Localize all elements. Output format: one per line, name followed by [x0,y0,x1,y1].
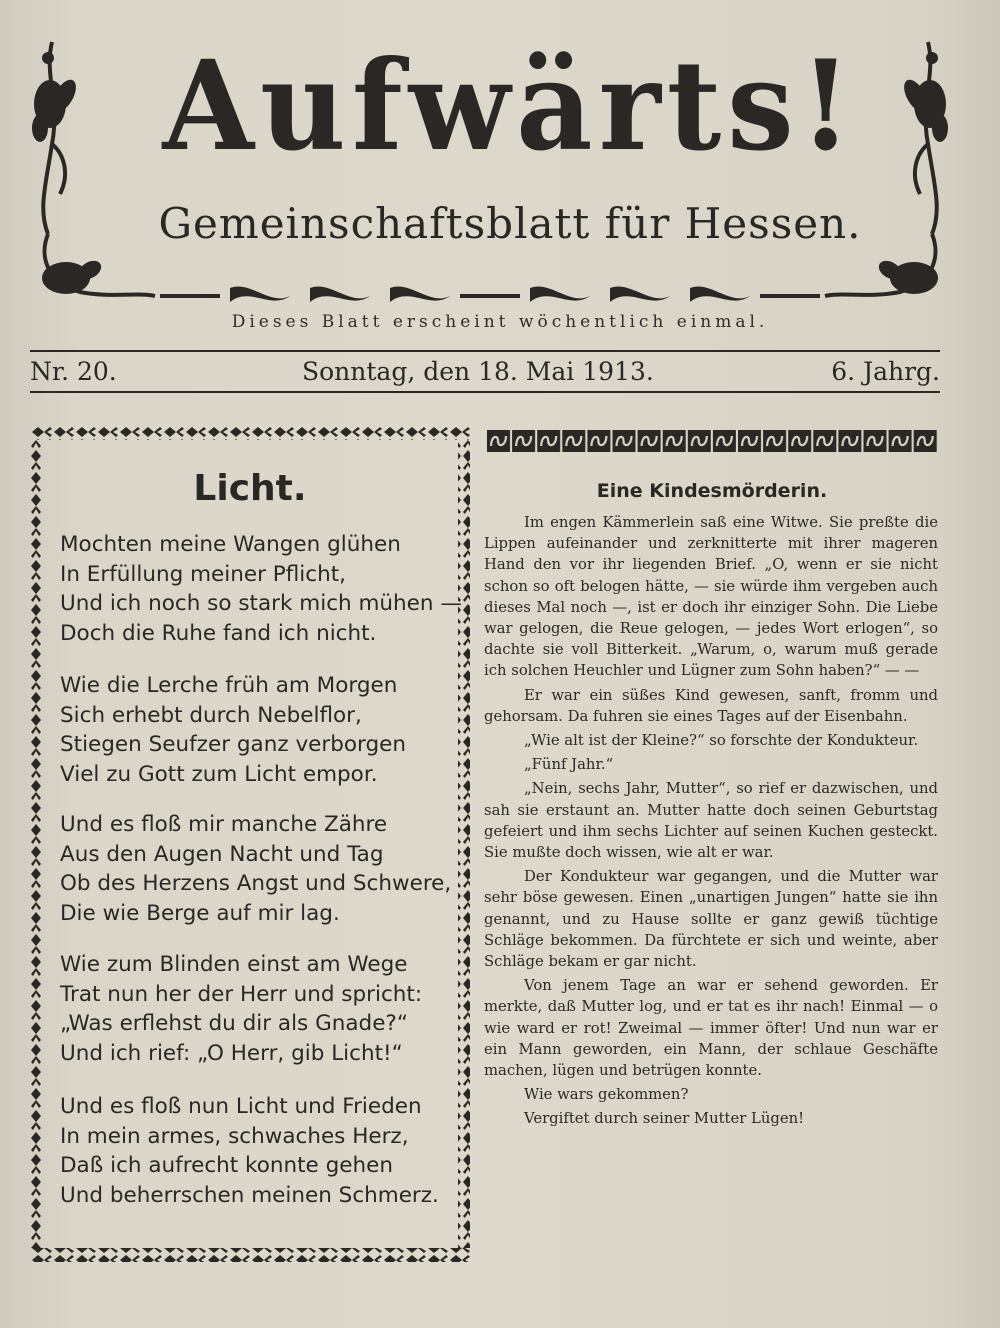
poem-line: Wie die Lerche früh am Morgen [60,673,398,698]
poem-box [30,426,470,1262]
poem-stanza [60,810,465,928]
article-paragraph: Der Kondukteur war gegangen, und die Mutter war sehr böse gewesen. Einen „unartigen Jungen“ hatte sie ihn genannt, und zu Hause sollte er ganz gewiß tüchtige Schläge bekommen. Da fürchtete er sich und weinte, aber Schläge bekam er gar nicht. [484,868,938,971]
poem-stanza [60,1092,465,1210]
poem-line: Die wie Berge auf mir lag. [60,900,340,926]
masthead-title: Aufwärts! [162,32,858,179]
issue-number: Nr. 20. [30,357,117,386]
issue-date: Sonntag, den 18. Mai 1913. [302,357,654,386]
poem-line: Ob des Herzens Angst und Schwere, [60,871,452,896]
article-body [484,512,938,1133]
ornamental-band-icon [486,428,938,454]
article-paragraph: Im engen Kämmerlein saß eine Witwe. Sie preßte die Lippen aufeinander und zerknitterte mit ihrer mageren Hand den vor ihr liegenden Brief. „O, wenn er sie nicht schon so oft belogen hätte, — sie würde ihm vergeben auch dieses Mal noch —, ist er doch ihr einziger Sohn. Die Liebe war gelogen, die Reue gelogen, — jedes Wort erlogen“, so dachte sie voll Bitterkeit. „Warum, o, warum muß gerade ich solchen Heuchler und Lügner zum Sohn haben?“ — — [484,514,938,680]
masthead-subtitle: Gemeinschaftsblatt für Hessen. [158,199,862,248]
poem-title: Licht. [193,468,307,509]
publication-notice: Dieses Blatt erscheint wöchentlich einmal. [231,312,769,332]
article-paragraph: Er war ein süßes Kind gewesen, sanft, fromm und gehorsam. Da fuhren sie eines Tages auf der Eisenbahn. [484,686,938,725]
article-paragraph: „Nein, sechs Jahr, Mutter“, so rief er dazwischen, und sah sie erstaunt an. Mutter hatte doch seinen Geburtstag gefeiert und ihm sechs Lichter auf seinen Kuchen gesteckt. Sie mußte doch wissen, wie alt er war. [484,780,938,862]
bottom-rule [30,391,940,393]
poem-line: Sich erhebt durch Nebelflor, [60,702,362,728]
poem-line: Wie zum Blinden einst am Wege [60,952,408,977]
article-paragraph: „Fünf Jahr.“ [524,756,614,774]
poem-line: Mochten meine Wangen glühen [60,532,401,557]
article-paragraph: Vergiftet durch seiner Mutter Lügen! [524,1110,805,1128]
poem-line: Und beherrschen meinen Schmerz. [60,1182,439,1208]
article-title: Eine Kindesmörderin. [596,480,828,502]
poem-line: Und es floß nun Licht und Frieden [60,1094,422,1119]
poem-line: Stiegen Seufzer ganz verborgen [60,732,406,757]
poem-stanza [60,950,465,1068]
issue-volume: 6. Jahrg. [831,357,940,386]
poem-line: Und ich rief: „O Herr, gib Licht!“ [60,1040,403,1066]
poem-line: Daß ich aufrecht konnte gehen [60,1153,393,1178]
masthead [30,30,950,320]
article-paragraph: Von jenem Tage an war er sehend geworden. Er merkte, daß Mutter log, und er tat es ihr nach! Einmal — o wie ward er rot! Zweimal — immer öfter! Und nun war er ein Mann geworden, ein Mann, der schlaue Geschäfte machen, lügen und betrügen konnte. [484,977,938,1080]
poem-line: In Erfüllung meiner Pflicht, [60,561,346,587]
poem-line: Und ich noch so stark mich mühen — [60,591,462,616]
poem-line: Viel zu Gott zum Licht empor. [60,761,378,787]
poem-line: Trat nun her der Herr und spricht: [60,981,423,1007]
dateline [30,354,940,390]
article-paragraph: Wie wars gekommen? [524,1086,689,1104]
scroll-band-ornament-icon [160,280,820,310]
poem-line: Aus den Augen Nacht und Tag [60,841,384,867]
poem-line: Und es floß mir manche Zähre [60,812,388,837]
article-paragraph: „Wie alt ist der Kleine?“ so forschte der Kondukteur. [524,732,919,750]
poem-line: In mein armes, schwaches Herz, [60,1123,409,1149]
poem-stanza [60,530,465,648]
poem-stanza [60,671,465,789]
poem-line: Doch die Ruhe fand ich nicht. [60,620,377,646]
top-rule [30,350,940,352]
poem-line: „Was erflehst du dir als Gnade?“ [60,1011,408,1036]
